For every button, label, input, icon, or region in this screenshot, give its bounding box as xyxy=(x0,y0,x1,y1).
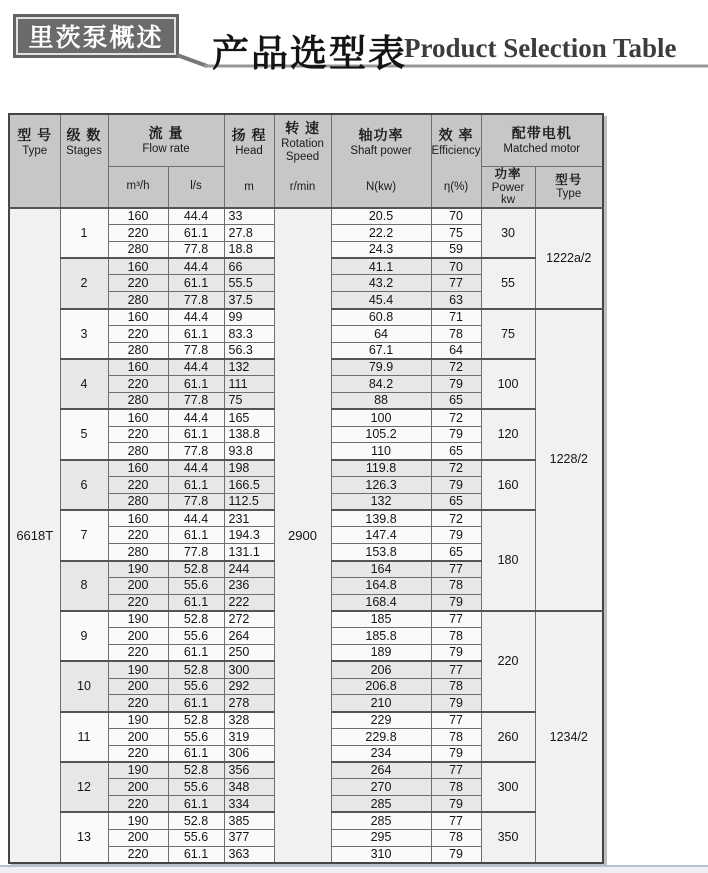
shaft-power-cell: 164.8 xyxy=(331,577,431,594)
flow-ls-cell: 52.8 xyxy=(168,611,224,628)
col-header-shaft-unit: N(kw) xyxy=(366,181,397,194)
flow-ls-cell: 52.8 xyxy=(168,712,224,729)
motor-power-cell: 55 xyxy=(481,258,535,308)
shaft-power-cell: 132 xyxy=(331,493,431,510)
flow-ls-cell: 61.1 xyxy=(168,426,224,443)
col-header-stages-zh: 级 数 xyxy=(66,126,102,143)
col-header-motor-power xyxy=(481,166,535,208)
flow-ls-cell: 52.8 xyxy=(168,762,224,779)
col-header-flow-unit-m3h: m³/h xyxy=(108,166,168,208)
flow-m3h-cell: 160 xyxy=(108,309,168,326)
col-header-rotation-speed xyxy=(274,114,331,208)
flow-m3h-cell: 220 xyxy=(108,846,168,863)
col-header-stages-en: Stages xyxy=(66,144,102,157)
col-header-motor-zh: 配带电机 xyxy=(511,124,572,141)
flow-ls-cell: 77.8 xyxy=(168,393,224,410)
efficiency-cell: 63 xyxy=(431,292,481,309)
flow-m3h-cell: 220 xyxy=(108,325,168,342)
flow-ls-cell: 61.1 xyxy=(168,376,224,393)
col-header-pump-type-zh: 型 号 xyxy=(17,126,53,143)
col-header-shaft-power xyxy=(331,114,431,208)
col-header-speed-unit: r/min xyxy=(289,181,316,194)
head-cell: 363 xyxy=(224,846,274,863)
head-cell: 356 xyxy=(224,762,274,779)
rotation-speed-cell: 2900 xyxy=(274,208,331,863)
flow-m3h-cell: 160 xyxy=(108,258,168,275)
shaft-power-cell: 67.1 xyxy=(331,342,431,359)
stage-cell: 6 xyxy=(60,460,108,510)
shaft-power-cell: 110 xyxy=(331,443,431,460)
stage-cell: 1 xyxy=(60,208,108,258)
col-header-shaft-en: Shaft power xyxy=(350,144,412,157)
flow-m3h-cell: 190 xyxy=(108,712,168,729)
efficiency-cell: 72 xyxy=(431,359,481,376)
shaft-power-cell: 185.8 xyxy=(331,628,431,645)
stage-cell: 13 xyxy=(60,812,108,862)
efficiency-cell: 78 xyxy=(431,779,481,796)
shaft-power-cell: 64 xyxy=(331,325,431,342)
efficiency-cell: 79 xyxy=(431,376,481,393)
head-cell: 348 xyxy=(224,779,274,796)
head-cell: 138.8 xyxy=(224,426,274,443)
flow-m3h-cell: 160 xyxy=(108,359,168,376)
stage-cell: 12 xyxy=(60,762,108,812)
flow-m3h-cell: 220 xyxy=(108,527,168,544)
flow-m3h-cell: 190 xyxy=(108,762,168,779)
head-cell: 292 xyxy=(224,678,274,695)
flow-m3h-cell: 160 xyxy=(108,460,168,477)
col-header-shaft-zh: 轴功率 xyxy=(358,126,404,143)
flow-ls-cell: 55.6 xyxy=(168,779,224,796)
shaft-power-cell: 43.2 xyxy=(331,275,431,292)
flow-m3h-cell: 220 xyxy=(108,645,168,662)
head-cell: 99 xyxy=(224,309,274,326)
flow-ls-cell: 61.1 xyxy=(168,594,224,611)
flow-m3h-cell: 280 xyxy=(108,393,168,410)
head-cell: 319 xyxy=(224,728,274,745)
flow-m3h-cell: 220 xyxy=(108,796,168,813)
motor-type-cell: 1228/2 xyxy=(535,309,603,611)
motor-power-cell: 220 xyxy=(481,611,535,712)
flow-ls-cell: 44.4 xyxy=(168,208,224,225)
shaft-power-cell: 168.4 xyxy=(331,594,431,611)
efficiency-cell: 75 xyxy=(431,225,481,242)
col-header-eff-unit: η(%) xyxy=(443,181,469,194)
shaft-power-cell: 24.3 xyxy=(331,241,431,258)
shaft-power-cell: 295 xyxy=(331,829,431,846)
col-header-speed-en: Rotation Speed xyxy=(281,138,324,164)
motor-power-cell: 100 xyxy=(481,359,535,409)
page-title-zh: 产品选型表 xyxy=(212,33,407,74)
efficiency-cell: 78 xyxy=(431,628,481,645)
flow-m3h-cell: 190 xyxy=(108,661,168,678)
head-cell: 236 xyxy=(224,577,274,594)
head-cell: 165 xyxy=(224,409,274,426)
col-header-eff-en: Efficiency xyxy=(431,144,481,157)
head-cell: 244 xyxy=(224,561,274,578)
shaft-power-cell: 285 xyxy=(331,796,431,813)
flow-ls-cell: 44.4 xyxy=(168,460,224,477)
motor-power-cell: 260 xyxy=(481,712,535,762)
stage-cell: 10 xyxy=(60,661,108,711)
section-badge-label: 里茨泵概述 xyxy=(28,24,164,52)
flow-ls-cell: 61.1 xyxy=(168,695,224,712)
col-header-motor-type-zh: 型号 xyxy=(555,172,583,187)
head-cell: 66 xyxy=(224,258,274,275)
head-cell: 18.8 xyxy=(224,241,274,258)
flow-ls-cell: 61.1 xyxy=(168,225,224,242)
col-header-motor-power-zh: 功率 xyxy=(494,166,522,181)
motor-power-cell: 350 xyxy=(481,812,535,862)
flow-m3h-cell: 280 xyxy=(108,241,168,258)
flow-ls-cell: 52.8 xyxy=(168,561,224,578)
shaft-power-cell: 126.3 xyxy=(331,477,431,494)
flow-m3h-cell: 190 xyxy=(108,812,168,829)
col-header-head-unit: m xyxy=(244,181,254,194)
efficiency-cell: 70 xyxy=(431,208,481,225)
head-cell: 27.8 xyxy=(224,225,274,242)
stage-cell: 4 xyxy=(60,359,108,409)
col-header-motor-type-en: Type xyxy=(556,187,582,200)
col-header-motor-type xyxy=(535,166,603,208)
head-cell: 131.1 xyxy=(224,544,274,561)
flow-m3h-cell: 280 xyxy=(108,443,168,460)
head-cell: 334 xyxy=(224,796,274,813)
efficiency-cell: 79 xyxy=(431,745,481,762)
head-cell: 194.3 xyxy=(224,527,274,544)
efficiency-cell: 64 xyxy=(431,342,481,359)
efficiency-cell: 78 xyxy=(431,577,481,594)
flow-ls-cell: 52.8 xyxy=(168,812,224,829)
efficiency-cell: 79 xyxy=(431,527,481,544)
shaft-power-cell: 229 xyxy=(331,712,431,729)
shaft-power-cell: 285 xyxy=(331,812,431,829)
col-header-efficiency xyxy=(431,114,481,208)
flow-ls-cell: 61.1 xyxy=(168,796,224,813)
flow-m3h-cell: 160 xyxy=(108,208,168,225)
efficiency-cell: 59 xyxy=(431,241,481,258)
flow-ls-cell: 77.8 xyxy=(168,292,224,309)
shaft-power-cell: 41.1 xyxy=(331,258,431,275)
shaft-power-cell: 139.8 xyxy=(331,510,431,527)
flow-ls-cell: 77.8 xyxy=(168,544,224,561)
shaft-power-cell: 22.2 xyxy=(331,225,431,242)
flow-ls-cell: 52.8 xyxy=(168,661,224,678)
col-header-eff-zh: 效 率 xyxy=(438,126,474,143)
shaft-power-cell: 234 xyxy=(331,745,431,762)
head-cell: 328 xyxy=(224,712,274,729)
col-header-flow-zh: 流 量 xyxy=(148,124,184,141)
efficiency-cell: 71 xyxy=(431,309,481,326)
efficiency-cell: 77 xyxy=(431,762,481,779)
efficiency-cell: 72 xyxy=(431,460,481,477)
efficiency-cell: 77 xyxy=(431,611,481,628)
efficiency-cell: 78 xyxy=(431,829,481,846)
head-cell: 198 xyxy=(224,460,274,477)
page-title-en: Product Selection Table xyxy=(404,33,677,63)
flow-m3h-cell: 220 xyxy=(108,275,168,292)
efficiency-cell: 65 xyxy=(431,493,481,510)
col-header-head-zh: 扬 程 xyxy=(231,126,267,143)
col-header-stages xyxy=(60,114,108,208)
efficiency-cell: 77 xyxy=(431,812,481,829)
flow-ls-cell: 61.1 xyxy=(168,846,224,863)
flow-ls-cell: 55.6 xyxy=(168,678,224,695)
table-body xyxy=(9,208,603,863)
efficiency-cell: 77 xyxy=(431,561,481,578)
col-header-speed-zh: 转 速 xyxy=(285,120,320,137)
shaft-power-cell: 185 xyxy=(331,611,431,628)
efficiency-cell: 79 xyxy=(431,695,481,712)
shaft-power-cell: 105.2 xyxy=(331,426,431,443)
product-selection-table xyxy=(8,113,604,864)
flow-ls-cell: 77.8 xyxy=(168,241,224,258)
shaft-power-cell: 60.8 xyxy=(331,309,431,326)
flow-m3h-cell: 280 xyxy=(108,493,168,510)
head-cell: 306 xyxy=(224,745,274,762)
col-header-head xyxy=(224,114,274,208)
efficiency-cell: 77 xyxy=(431,661,481,678)
head-cell: 37.5 xyxy=(224,292,274,309)
flow-m3h-cell: 200 xyxy=(108,678,168,695)
head-cell: 166.5 xyxy=(224,477,274,494)
flow-ls-cell: 55.6 xyxy=(168,577,224,594)
motor-power-cell: 120 xyxy=(481,409,535,459)
efficiency-cell: 78 xyxy=(431,325,481,342)
efficiency-cell: 79 xyxy=(431,426,481,443)
flow-m3h-cell: 200 xyxy=(108,779,168,796)
efficiency-cell: 65 xyxy=(431,544,481,561)
stage-cell: 9 xyxy=(60,611,108,661)
head-cell: 132 xyxy=(224,359,274,376)
motor-power-cell: 160 xyxy=(481,460,535,510)
shaft-power-cell: 20.5 xyxy=(331,208,431,225)
head-cell: 377 xyxy=(224,829,274,846)
flow-ls-cell: 55.6 xyxy=(168,728,224,745)
efficiency-cell: 79 xyxy=(431,846,481,863)
efficiency-cell: 79 xyxy=(431,594,481,611)
head-cell: 75 xyxy=(224,393,274,410)
efficiency-cell: 79 xyxy=(431,796,481,813)
flow-ls-cell: 61.1 xyxy=(168,275,224,292)
flow-ls-cell: 61.1 xyxy=(168,325,224,342)
motor-type-cell: 1222a/2 xyxy=(535,208,603,309)
table-header xyxy=(9,114,603,208)
shaft-power-cell: 79.9 xyxy=(331,359,431,376)
flow-ls-cell: 77.8 xyxy=(168,342,224,359)
flow-m3h-cell: 220 xyxy=(108,376,168,393)
head-cell: 264 xyxy=(224,628,274,645)
flow-ls-cell: 61.1 xyxy=(168,477,224,494)
head-cell: 250 xyxy=(224,645,274,662)
shaft-power-cell: 229.8 xyxy=(331,728,431,745)
flow-m3h-cell: 200 xyxy=(108,728,168,745)
stage-cell: 11 xyxy=(60,712,108,762)
flow-ls-cell: 44.4 xyxy=(168,258,224,275)
stage-cell: 5 xyxy=(60,409,108,459)
flow-m3h-cell: 220 xyxy=(108,594,168,611)
flow-m3h-cell: 160 xyxy=(108,510,168,527)
head-cell: 222 xyxy=(224,594,274,611)
motor-power-cell: 300 xyxy=(481,762,535,812)
shaft-power-cell: 119.8 xyxy=(331,460,431,477)
head-cell: 93.8 xyxy=(224,443,274,460)
flow-m3h-cell: 220 xyxy=(108,225,168,242)
stage-cell: 8 xyxy=(60,561,108,611)
col-header-head-en: Head xyxy=(235,144,263,157)
flow-m3h-cell: 190 xyxy=(108,611,168,628)
flow-ls-cell: 55.6 xyxy=(168,829,224,846)
flow-m3h-cell: 220 xyxy=(108,745,168,762)
flow-m3h-cell: 280 xyxy=(108,544,168,561)
shaft-power-cell: 310 xyxy=(331,846,431,863)
flow-m3h-cell: 200 xyxy=(108,829,168,846)
efficiency-cell: 70 xyxy=(431,258,481,275)
shaft-power-cell: 88 xyxy=(331,393,431,410)
flow-ls-cell: 61.1 xyxy=(168,527,224,544)
flow-ls-cell: 44.4 xyxy=(168,309,224,326)
efficiency-cell: 79 xyxy=(431,645,481,662)
motor-type-cell: 1234/2 xyxy=(535,611,603,863)
efficiency-cell: 77 xyxy=(431,712,481,729)
motor-power-cell: 75 xyxy=(481,309,535,359)
flow-ls-cell: 77.8 xyxy=(168,493,224,510)
flow-m3h-cell: 220 xyxy=(108,477,168,494)
table-row xyxy=(9,208,603,225)
shaft-power-cell: 84.2 xyxy=(331,376,431,393)
flow-m3h-cell: 220 xyxy=(108,695,168,712)
head-cell: 55.5 xyxy=(224,275,274,292)
efficiency-cell: 79 xyxy=(431,477,481,494)
flow-ls-cell: 55.6 xyxy=(168,628,224,645)
shaft-power-cell: 264 xyxy=(331,762,431,779)
head-cell: 33 xyxy=(224,208,274,225)
flow-m3h-cell: 280 xyxy=(108,292,168,309)
col-header-motor-power-en: Power xyxy=(491,181,525,194)
head-cell: 278 xyxy=(224,695,274,712)
flow-m3h-cell: 190 xyxy=(108,561,168,578)
shaft-power-cell: 206 xyxy=(331,661,431,678)
flow-ls-cell: 61.1 xyxy=(168,745,224,762)
stage-cell: 2 xyxy=(60,258,108,308)
efficiency-cell: 77 xyxy=(431,275,481,292)
col-header-motor-power-unit: kw xyxy=(500,194,516,207)
flow-m3h-cell: 200 xyxy=(108,628,168,645)
head-cell: 112.5 xyxy=(224,493,274,510)
pump-type-cell: 6618T xyxy=(9,208,60,863)
flow-m3h-cell: 160 xyxy=(108,409,168,426)
shaft-power-cell: 45.4 xyxy=(331,292,431,309)
efficiency-cell: 65 xyxy=(431,443,481,460)
head-cell: 231 xyxy=(224,510,274,527)
head-cell: 385 xyxy=(224,812,274,829)
flow-ls-cell: 77.8 xyxy=(168,443,224,460)
page-footer-divider xyxy=(0,865,708,873)
shaft-power-cell: 210 xyxy=(331,695,431,712)
col-header-motor-en: Matched motor xyxy=(503,142,581,155)
head-cell: 83.3 xyxy=(224,325,274,342)
efficiency-cell: 65 xyxy=(431,393,481,410)
shaft-power-cell: 164 xyxy=(331,561,431,578)
motor-power-cell: 180 xyxy=(481,510,535,611)
flow-ls-cell: 44.4 xyxy=(168,409,224,426)
efficiency-cell: 72 xyxy=(431,409,481,426)
shaft-power-cell: 153.8 xyxy=(331,544,431,561)
flow-ls-cell: 44.4 xyxy=(168,359,224,376)
head-cell: 272 xyxy=(224,611,274,628)
flow-m3h-cell: 280 xyxy=(108,342,168,359)
col-header-flow-rate xyxy=(108,114,224,166)
col-header-flow-en: Flow rate xyxy=(142,142,190,155)
flow-ls-cell: 44.4 xyxy=(168,510,224,527)
stage-cell: 3 xyxy=(60,309,108,359)
head-cell: 300 xyxy=(224,661,274,678)
motor-power-cell: 30 xyxy=(481,208,535,258)
shaft-power-cell: 100 xyxy=(331,409,431,426)
stage-cell: 7 xyxy=(60,510,108,560)
col-header-pump-type xyxy=(9,114,60,208)
flow-m3h-cell: 220 xyxy=(108,426,168,443)
efficiency-cell: 78 xyxy=(431,678,481,695)
col-header-matched-motor xyxy=(481,114,603,166)
shaft-power-cell: 206.8 xyxy=(331,678,431,695)
col-header-flow-unit-ls: l/s xyxy=(168,166,224,208)
head-cell: 56.3 xyxy=(224,342,274,359)
head-cell: 111 xyxy=(224,376,274,393)
shaft-power-cell: 147.4 xyxy=(331,527,431,544)
flow-ls-cell: 61.1 xyxy=(168,645,224,662)
efficiency-cell: 78 xyxy=(431,728,481,745)
shaft-power-cell: 270 xyxy=(331,779,431,796)
shaft-power-cell: 189 xyxy=(331,645,431,662)
efficiency-cell: 72 xyxy=(431,510,481,527)
flow-m3h-cell: 200 xyxy=(108,577,168,594)
col-header-pump-type-en: Type xyxy=(22,144,48,157)
